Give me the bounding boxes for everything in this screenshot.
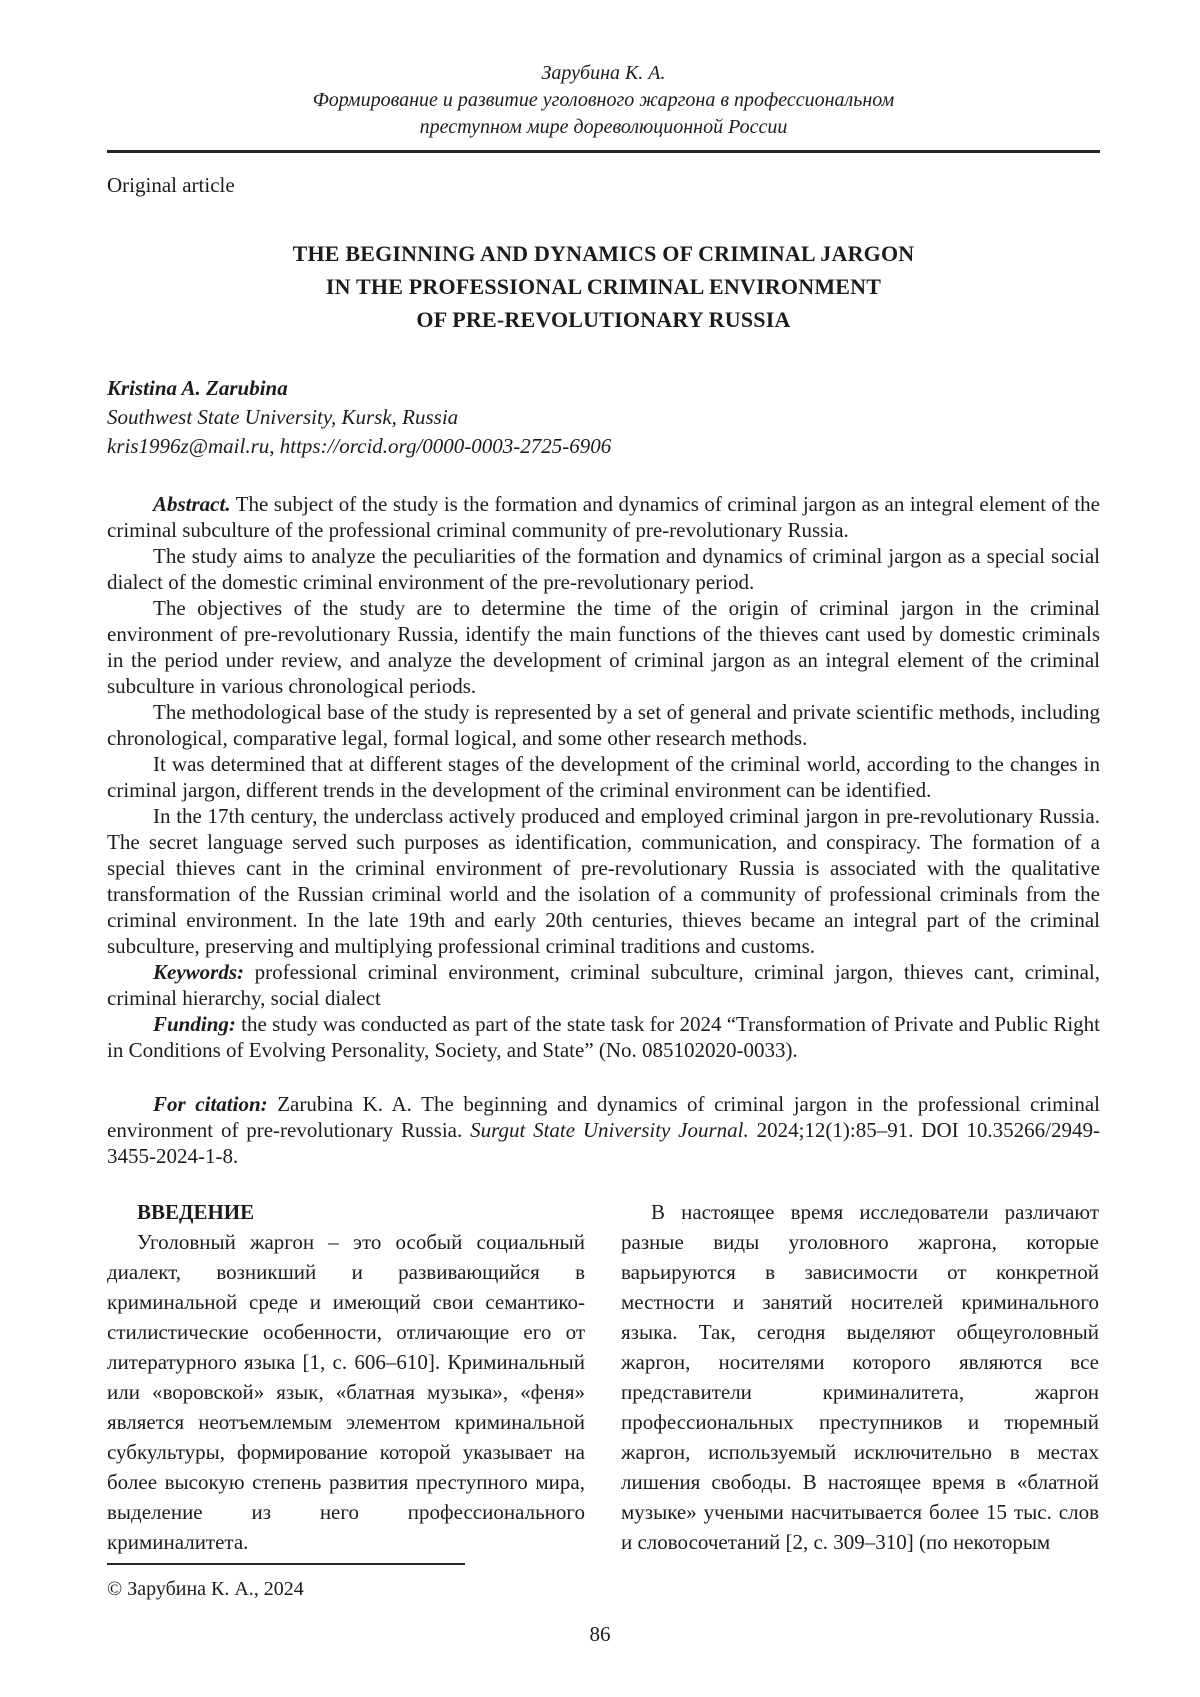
introduction-heading: ВВЕДЕНИЕ xyxy=(137,1200,255,1224)
running-head-title-line1: Формирование и развитие уголовного жаргона в профессиональном xyxy=(312,89,895,111)
journal-name: Surgut State University Journal. xyxy=(470,1118,749,1142)
paragraph-lead: Abstract. xyxy=(153,492,231,516)
paragraph-text: The objectives of the study are to determine the time of the origin of criminal jargon in the criminal environment of pre-revolutionary Russia, identify the main functions of the thieves cant used by domestic criminals in the period under review, and analyze the development of criminal jargon as an integral element of the criminal subculture in various chronological periods. xyxy=(107,596,1100,698)
left-column xyxy=(107,1197,585,1557)
abstract xyxy=(107,491,1100,1063)
paragraph-text: In the 17th century, the underclass actively produced and employed criminal jargon in pre-revolutionary Russia. The secret language served such purposes as identification, communication, and conspiracy. The formation of a special thieves cant in the criminal environment of pre-revolutionary Russia is associated with the qualitative transformation of the Russian criminal world and the isolation of a community of professional criminals from the criminal environment. In the late 19th and early 20th centuries, thieves became an integral part of the criminal subculture, preserving and multiplying professional criminal traditions and customs. xyxy=(107,804,1100,958)
keywords-text: professional criminal environment, criminal subculture, criminal jargon, thieves cant, criminal, criminal hierarchy, social dialect xyxy=(107,960,1100,1010)
for-citation-paragraph xyxy=(107,1091,1100,1169)
author-affiliation: Southwest State University, Kursk, Russia xyxy=(107,405,459,429)
abstract-paragraph xyxy=(107,751,1100,803)
footnote-rule xyxy=(107,1563,465,1565)
funding-paragraph xyxy=(107,1011,1100,1063)
article-type-label: Original article xyxy=(107,173,235,197)
citation-ref-numbers: 2024;12(1):85–91. DOI 10.35266/2949-3455-2024-1-8. xyxy=(107,1118,1100,1168)
page-number: 86 xyxy=(589,1622,611,1646)
for-citation-label: For citation: xyxy=(153,1092,268,1116)
funding-text: the study was conducted as part of the state task for 2024 “Transformation of Private and Public Right in Conditions of Evolving Personality, Society, and State” (No. 085102020-0033). xyxy=(107,1012,1100,1062)
right-column xyxy=(621,1197,1099,1557)
running-head-title-line2: преступном мире дореволюционной России xyxy=(419,116,788,138)
article-title-line3: OF PRE-REVOLUTIONARY RUSSIA xyxy=(416,307,791,332)
abstract-paragraph xyxy=(107,595,1100,699)
citation-text: Zarubina K. A. The beginning and dynamics of criminal jargon in the professional criminal environment of pre-revolutionary Russia. xyxy=(107,1092,1100,1142)
introduction-columns xyxy=(107,1197,1100,1557)
abstract-paragraph xyxy=(107,491,1100,543)
author-contact-line: kris1996z@mail.ru, https://orcid.org/0000-0003-2725-6906 xyxy=(107,434,612,458)
funding-label: Funding: xyxy=(153,1012,236,1036)
citation-block xyxy=(107,1091,1100,1169)
author-block xyxy=(107,374,1100,461)
abstract-paragraph xyxy=(107,699,1100,751)
article-title-line2: IN THE PROFESSIONAL CRIMINAL ENVIRONMENT xyxy=(325,274,882,299)
running-head-author: Зарубина К. А. xyxy=(541,62,666,84)
copyright-line: © Зарубина К. А., 2024 xyxy=(107,1578,304,1600)
paragraph-text: The methodological base of the study is represented by a set of general and private scientific methods, including chronological, comparative legal, formal logical, and some other research methods. xyxy=(107,700,1100,750)
introduction-paragraph-right: В настоящее время исследователи различают разные виды уголовного жаргона, которые варьируются в зависимости от конкретной местности и занятий носителей криминального языка. Так, сегодня выделяют общеуголовный жаргон, носителями которого являются все представители криминалитета, жаргон профессиональных преступников и тюремный жаргон, используемый исключительно в местах лишения свободы. В настоящее время в «блатной музыке» учеными насчитывается более 15 тыс. слов и словосочетаний [2, с. 309–310] (по некоторым xyxy=(621,1200,1099,1554)
abstract-paragraph xyxy=(107,803,1100,959)
paragraph-text: It was determined that at different stages of the development of the criminal world, according to the changes in criminal jargon, different trends in the development of the criminal environment can be identified. xyxy=(107,752,1100,802)
paragraph-text: The study aims to analyze the peculiarities of the formation and dynamics of criminal jargon as a special social dialect of the domestic criminal environment of the pre-revolutionary period. xyxy=(107,544,1100,594)
running-head xyxy=(107,60,1100,141)
article-title-line1: THE BEGINNING AND DYNAMICS OF CRIMINAL JARGON xyxy=(292,241,915,266)
introduction-paragraph-left: Уголовный жаргон – это особый социальный диалект, возникший и развивающийся в криминальной среде и имеющий свои семантико-стилистические особенности, отличающие его от литературного языка [1, с. 606–610]. Криминальный или «воровской» язык, «блатная музыка», «феня» является неотъемлемым элементом криминальной субкультуры, формирование которой указывает на более высокую степень развития преступного мира, выделение из него профессионального криминалитета. xyxy=(107,1230,585,1554)
keywords-label: Keywords: xyxy=(153,960,244,984)
author-name: Kristina A. Zarubina xyxy=(107,376,288,400)
article-title xyxy=(107,237,1100,336)
keywords-paragraph xyxy=(107,959,1100,1011)
abstract-paragraph xyxy=(107,543,1100,595)
header-rule xyxy=(107,150,1100,153)
paragraph-text: The subject of the study is the formation and dynamics of criminal jargon as an integral element of the criminal subculture of the professional criminal community of pre-revolutionary Russia. xyxy=(107,492,1100,542)
